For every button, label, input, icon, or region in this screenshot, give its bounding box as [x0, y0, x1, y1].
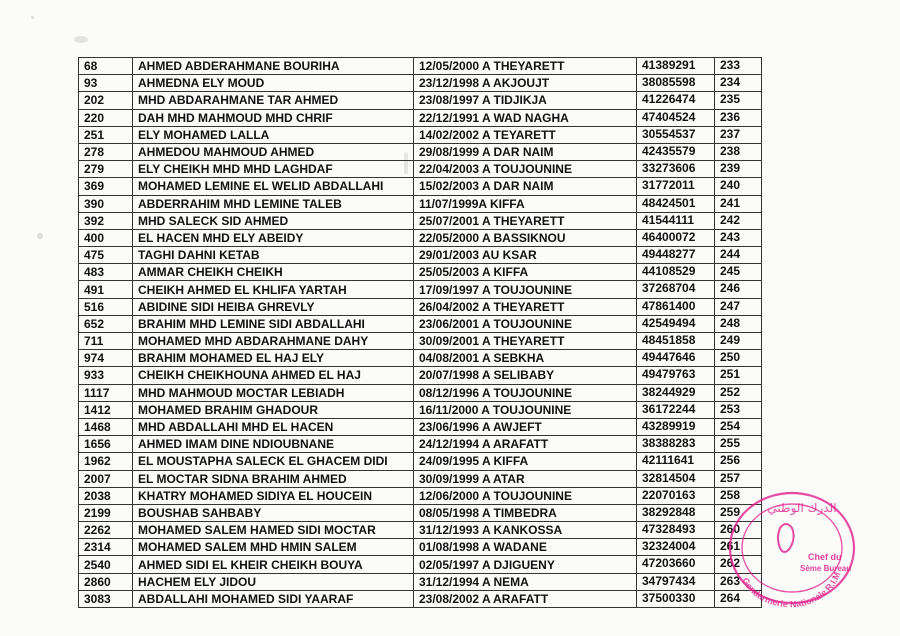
row-rank-cell: 236 [715, 109, 762, 126]
row-nni-cell: 41389291 [637, 58, 715, 75]
table-row [79, 109, 762, 126]
row-rank-cell: 260 [715, 522, 762, 539]
row-birth-cell: 23/08/2002 A ARAFATT [414, 590, 637, 607]
row-nni-cell: 42549494 [637, 315, 715, 332]
row-birth-cell: 22/12/1991 A WAD NAGHA [414, 109, 637, 126]
row-id-cell: 2262 [79, 522, 133, 539]
stamp-emblem [778, 524, 794, 552]
row-name-cell: ABIDINE SIDI HEIBA GHREVLY [133, 298, 414, 315]
row-birth-cell: 20/07/1998 A SELIBABY [414, 367, 637, 384]
row-rank-cell: 263 [715, 573, 762, 590]
table-row [79, 212, 762, 229]
row-birth-cell: 04/08/2001 A SEBKHA [414, 350, 637, 367]
row-birth-cell: 08/12/1996 A TOUJOUNINE [414, 384, 637, 401]
row-name-cell: CHEIKH CHEIKHOUNA AHMED EL HAJ [133, 367, 414, 384]
row-nni-cell: 47203660 [637, 556, 715, 573]
row-name-cell: KHATRY MOHAMED SIDIYA EL HOUCEIN [133, 487, 414, 504]
row-rank-cell: 261 [715, 539, 762, 556]
row-birth-cell: 25/05/2003 A KIFFA [414, 264, 637, 281]
row-name-cell: MOHAMED SALEM MHD HMIN SALEM [133, 539, 414, 556]
row-name-cell: ABDALLAHI MOHAMED SIDI YAARAF [133, 590, 414, 607]
row-birth-cell: 24/09/1995 A KIFFA [414, 453, 637, 470]
row-rank-cell: 252 [715, 384, 762, 401]
row-id-cell: 400 [79, 229, 133, 246]
row-nni-cell: 48424501 [637, 195, 715, 212]
row-nni-cell: 43289919 [637, 418, 715, 435]
row-id-cell: 278 [79, 143, 133, 160]
row-rank-cell: 251 [715, 367, 762, 384]
table-row [79, 573, 762, 590]
row-nni-cell: 42435579 [637, 143, 715, 160]
table-row [79, 453, 762, 470]
row-rank-cell: 241 [715, 195, 762, 212]
row-id-cell: 93 [79, 75, 133, 92]
row-name-cell: AHMED SIDI EL KHEIR CHEIKH BOUYA [133, 556, 414, 573]
row-id-cell: 2038 [79, 487, 133, 504]
row-birth-cell: 26/04/2002 A THEYARETT [414, 298, 637, 315]
table-row [79, 143, 762, 160]
row-birth-cell: 01/08/1998 A WADANE [414, 539, 637, 556]
row-name-cell: ABDERRAHIM MHD LEMINE TALEB [133, 195, 414, 212]
table-row [79, 126, 762, 143]
table-row [79, 315, 762, 332]
row-id-cell: 3083 [79, 590, 133, 607]
row-birth-cell: 23/08/1997 A TIDJIKJA [414, 92, 637, 109]
row-rank-cell: 249 [715, 333, 762, 350]
row-id-cell: 202 [79, 92, 133, 109]
row-nni-cell: 49447646 [637, 350, 715, 367]
row-id-cell: 491 [79, 281, 133, 298]
row-nni-cell: 41544111 [637, 212, 715, 229]
row-rank-cell: 259 [715, 504, 762, 521]
row-birth-cell: 30/09/2001 A THEYARETT [414, 333, 637, 350]
row-birth-cell: 23/06/2001 A TOUJOUNINE [414, 315, 637, 332]
row-id-cell: 1412 [79, 401, 133, 418]
row-birth-cell: 12/06/2000 A TOUJOUNINE [414, 487, 637, 504]
table-row [79, 247, 762, 264]
table-row [79, 470, 762, 487]
row-name-cell: CHEIKH AHMED EL KHLIFA YARTAH [133, 281, 414, 298]
candidates-table [78, 57, 762, 608]
row-rank-cell: 254 [715, 418, 762, 435]
table-row [79, 58, 762, 75]
row-name-cell: MHD MAHMOUD MOCTAR LEBIADH [133, 384, 414, 401]
row-nni-cell: 42111641 [637, 453, 715, 470]
row-id-cell: 1117 [79, 384, 133, 401]
row-id-cell: 251 [79, 126, 133, 143]
row-name-cell: HACHEM ELY JIDOU [133, 573, 414, 590]
table-row [79, 504, 762, 521]
table-row [79, 384, 762, 401]
row-birth-cell: 31/12/1993 A KANKOSSA [414, 522, 637, 539]
table-row [79, 161, 762, 178]
row-name-cell: TAGHI DAHNI KETAB [133, 247, 414, 264]
row-id-cell: 279 [79, 161, 133, 178]
row-id-cell: 2314 [79, 539, 133, 556]
row-rank-cell: 238 [715, 143, 762, 160]
table-row [79, 350, 762, 367]
stamp-ring-text: Gendarmerie Nationale R.I.M [740, 570, 843, 610]
row-nni-cell: 47861400 [637, 298, 715, 315]
row-nni-cell: 32324004 [637, 539, 715, 556]
row-nni-cell: 38388283 [637, 436, 715, 453]
row-nni-cell: 46400072 [637, 229, 715, 246]
row-nni-cell: 41226474 [637, 92, 715, 109]
row-rank-cell: 246 [715, 281, 762, 298]
table-row [79, 281, 762, 298]
table-row [79, 522, 762, 539]
row-birth-cell: 22/05/2000 A BASSIKNOU [414, 229, 637, 246]
row-birth-cell: 22/04/2003 A TOUJOUNINE [414, 161, 637, 178]
row-rank-cell: 248 [715, 315, 762, 332]
row-name-cell: MOHAMED MHD ABDARAHMANE DAHY [133, 333, 414, 350]
row-id-cell: 2199 [79, 504, 133, 521]
row-nni-cell: 38244929 [637, 384, 715, 401]
row-nni-cell: 31772011 [637, 178, 715, 195]
row-id-cell: 68 [79, 58, 133, 75]
row-id-cell: 390 [79, 195, 133, 212]
row-id-cell: 933 [79, 367, 133, 384]
row-name-cell: BRAHIM MHD LEMINE SIDI ABDALLAHI [133, 315, 414, 332]
row-rank-cell: 234 [715, 75, 762, 92]
row-rank-cell: 245 [715, 264, 762, 281]
table-row [79, 556, 762, 573]
row-name-cell: EL MOCTAR SIDNA BRAHIM AHMED [133, 470, 414, 487]
row-name-cell: ELY CHEIKH MHD MHD LAGHDAF [133, 161, 414, 178]
table-row [79, 178, 762, 195]
official-stamp [722, 488, 857, 610]
row-name-cell: EL HACEN MHD ELY ABEIDY [133, 229, 414, 246]
scan-speck [31, 16, 34, 19]
row-id-cell: 652 [79, 315, 133, 332]
row-name-cell: MOHAMED LEMINE EL WELID ABDALLAHI [133, 178, 414, 195]
row-rank-cell: 247 [715, 298, 762, 315]
row-name-cell: BRAHIM MOHAMED EL HAJ ELY [133, 350, 414, 367]
table-row [79, 539, 762, 556]
row-name-cell: EL MOUSTAPHA SALECK EL GHACEM DIDI [133, 453, 414, 470]
row-nni-cell: 48451858 [637, 333, 715, 350]
row-name-cell: MOHAMED SALEM HAMED SIDI MOCTAR [133, 522, 414, 539]
row-birth-cell: 12/05/2000 A THEYARETT [414, 58, 637, 75]
row-nni-cell: 47328493 [637, 522, 715, 539]
row-nni-cell: 37500330 [637, 590, 715, 607]
table-row [79, 195, 762, 212]
row-nni-cell: 38292848 [637, 504, 715, 521]
table-row [79, 298, 762, 315]
row-nni-cell: 34797434 [637, 573, 715, 590]
row-rank-cell: 262 [715, 556, 762, 573]
row-nni-cell: 32814504 [637, 470, 715, 487]
row-name-cell: AHMED IMAM DINE NDIOUBNANE [133, 436, 414, 453]
row-birth-cell: 31/12/1994 A NEMA [414, 573, 637, 590]
row-id-cell: 1468 [79, 418, 133, 435]
row-name-cell: DAH MHD MAHMOUD MHD CHRIF [133, 109, 414, 126]
row-name-cell: ELY MOHAMED LALLA [133, 126, 414, 143]
table-row [79, 487, 762, 504]
row-birth-cell: 15/02/2003 A DAR NAIM [414, 178, 637, 195]
row-name-cell: AMMAR CHEIKH CHEIKH [133, 264, 414, 281]
row-rank-cell: 258 [715, 487, 762, 504]
row-id-cell: 220 [79, 109, 133, 126]
row-name-cell: MOHAMED BRAHIM GHADOUR [133, 401, 414, 418]
row-rank-cell: 233 [715, 58, 762, 75]
row-id-cell: 2860 [79, 573, 133, 590]
row-nni-cell: 38085598 [637, 75, 715, 92]
table-row [79, 418, 762, 435]
scan-speck [74, 36, 88, 43]
row-birth-cell: 24/12/1994 A ARAFATT [414, 436, 637, 453]
row-name-cell: MHD SALECK SID AHMED [133, 212, 414, 229]
row-rank-cell: 237 [715, 126, 762, 143]
row-rank-cell: 264 [715, 590, 762, 607]
row-nni-cell: 49479763 [637, 367, 715, 384]
stamp-inner-ring [742, 504, 842, 592]
row-birth-cell: 23/12/1998 A AKJOUJT [414, 75, 637, 92]
row-nni-cell: 30554537 [637, 126, 715, 143]
row-rank-cell: 257 [715, 470, 762, 487]
row-nni-cell: 33273606 [637, 161, 715, 178]
stamp-line-1: Chef du [808, 552, 842, 562]
row-birth-cell: 08/05/1998 A TIMBEDRA [414, 504, 637, 521]
row-id-cell: 369 [79, 178, 133, 195]
table-row [79, 590, 762, 607]
row-name-cell: MHD ABDARAHMANE TAR AHMED [133, 92, 414, 109]
row-nni-cell: 47404524 [637, 109, 715, 126]
row-id-cell: 392 [79, 212, 133, 229]
row-id-cell: 483 [79, 264, 133, 281]
row-birth-cell: 25/07/2001 A THEYARETT [414, 212, 637, 229]
row-nni-cell: 37268704 [637, 281, 715, 298]
row-nni-cell: 36172244 [637, 401, 715, 418]
row-rank-cell: 256 [715, 453, 762, 470]
row-nni-cell: 22070163 [637, 487, 715, 504]
row-id-cell: 2540 [79, 556, 133, 573]
row-id-cell: 1962 [79, 453, 133, 470]
table-row [79, 75, 762, 92]
row-birth-cell: 23/06/1996 A AWJEFT [414, 418, 637, 435]
table-row [79, 333, 762, 350]
row-name-cell: MHD ABDALLAHI MHD EL HACEN [133, 418, 414, 435]
table-row [79, 229, 762, 246]
row-rank-cell: 255 [715, 436, 762, 453]
row-rank-cell: 244 [715, 247, 762, 264]
row-birth-cell: 11/07/1999A KIFFA [414, 195, 637, 212]
row-id-cell: 1656 [79, 436, 133, 453]
row-name-cell: AHMEDNA ELY MOUD [133, 75, 414, 92]
row-birth-cell: 16/11/2000 A TOUJOUNINE [414, 401, 637, 418]
row-nni-cell: 49448277 [637, 247, 715, 264]
row-name-cell: AHMEDOU MAHMOUD AHMED [133, 143, 414, 160]
row-birth-cell: 30/09/1999 A ATAR [414, 470, 637, 487]
row-rank-cell: 242 [715, 212, 762, 229]
stamp-arabic-text: الدرك الوطني [767, 501, 837, 515]
row-id-cell: 475 [79, 247, 133, 264]
table-row [79, 367, 762, 384]
scan-speck [37, 233, 43, 239]
row-id-cell: 974 [79, 350, 133, 367]
row-birth-cell: 29/08/1999 A DAR NAIM [414, 143, 637, 160]
row-birth-cell: 02/05/1997 A DJIGUENY [414, 556, 637, 573]
row-id-cell: 711 [79, 333, 133, 350]
row-nni-cell: 44108529 [637, 264, 715, 281]
row-id-cell: 2007 [79, 470, 133, 487]
row-birth-cell: 14/02/2002 A TEYARETT [414, 126, 637, 143]
row-rank-cell: 250 [715, 350, 762, 367]
row-rank-cell: 239 [715, 161, 762, 178]
row-birth-cell: 29/01/2003 AU KSAR [414, 247, 637, 264]
table-row [79, 264, 762, 281]
row-birth-cell: 17/09/1997 A TOUJOUNINE [414, 281, 637, 298]
row-rank-cell: 240 [715, 178, 762, 195]
table-row [79, 92, 762, 109]
table-row [79, 436, 762, 453]
row-name-cell: BOUSHAB SAHBABY [133, 504, 414, 521]
row-id-cell: 516 [79, 298, 133, 315]
stamp-line-2: Sème Bureau [800, 564, 852, 573]
row-name-cell: AHMED ABDERAHMANE BOURIHA [133, 58, 414, 75]
table-row [79, 401, 762, 418]
row-rank-cell: 253 [715, 401, 762, 418]
row-rank-cell: 235 [715, 92, 762, 109]
row-rank-cell: 243 [715, 229, 762, 246]
